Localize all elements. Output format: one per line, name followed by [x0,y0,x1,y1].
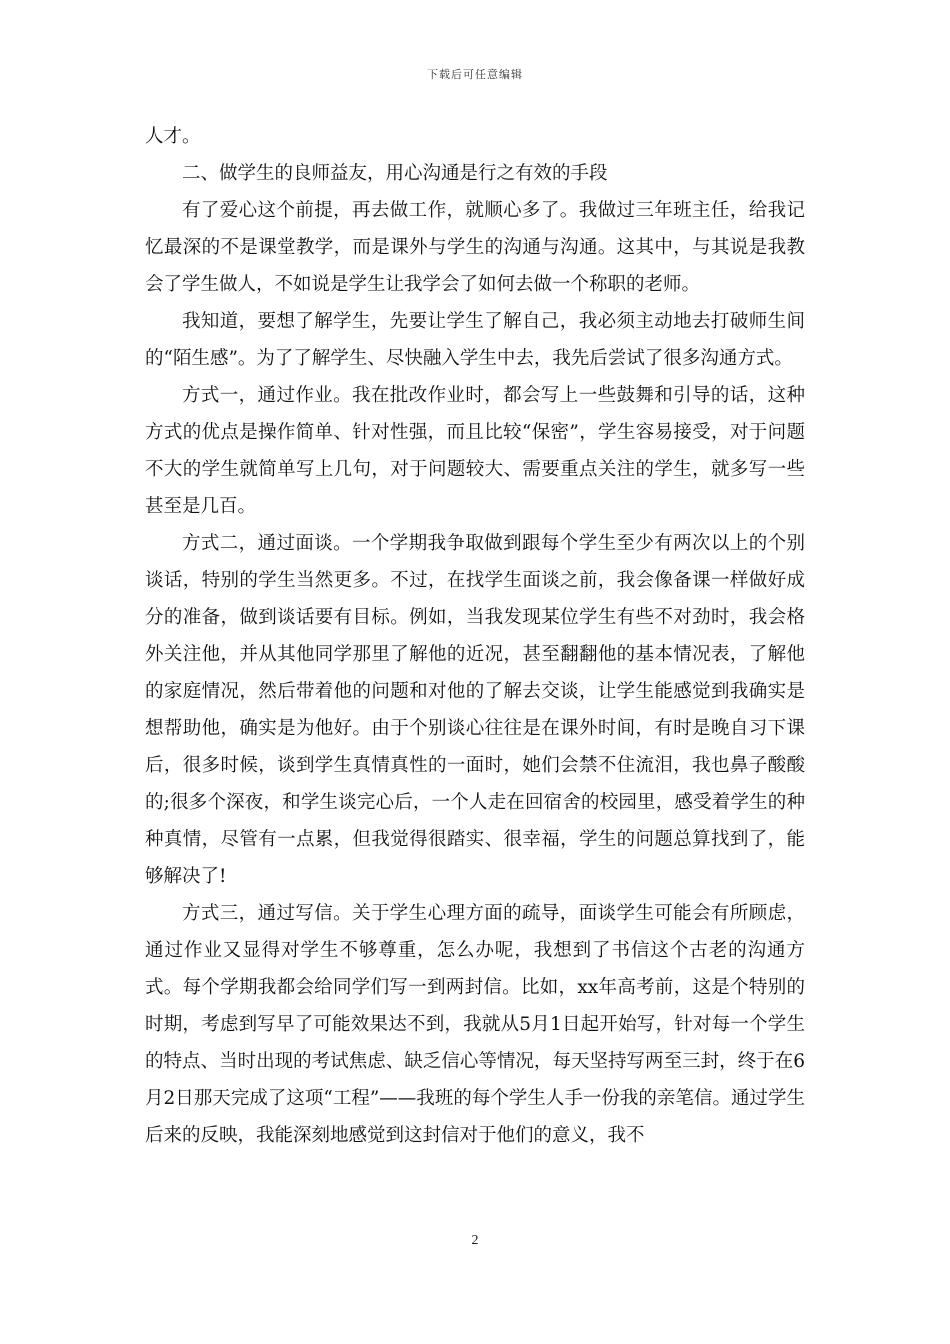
page-number: 2 [471,1233,479,1248]
paragraph: 方式一，通过作业。我在批改作业时，都会写上一些鼓舞和引导的话，这种方式的优点是操作简单、针对性强，而且比较“保密”，学生容易接受，对于问题不大的学生就简单写上几句，对于问题较大、需要重点关注的学生，就多写一些甚至是几百。 [145,385,805,517]
paragraph: 人才。 [145,126,201,147]
page-header: 下载后可任意编辑 [427,68,523,81]
paragraph: 方式三，通过写信。关于学生心理方面的疏导，面谈学生可能会有所顾虑，通过作业又显得对学生不够尊重，怎么办呢，我想到了书信这个古老的沟通方式。每个学期我都会给同学们写一到两封信。比如，xx年高考前，这是个特别的时期，考虑到写早了可能效果达不到，我就从5月1日起开始写，针对每一个学生的特点、当时出现的考试焦虑、缺乏信心等情况，每天坚持写两至三封，终于在6月2日那天完成了这项“工程”——我班的每个学生人手一份我的亲笔信。通过学生后来的反映，我能深刻地感觉到这封信对于他们的意义，我不 [145,903,805,1146]
paragraph: 方式二，通过面谈。一个学期我争取做到跟每个学生至少有两次以上的个别谈话，特别的学生当然更多。不过，在找学生面谈之前，我会像备课一样做好成分的准备，做到谈话要有目标。例如，当我发现某位学生有些不对劲时，我会格外关注他，并从其他同学那里了解他的近况，甚至翻翻他的基本情况表，了解他的家庭情况，然后带着他的问题和对他的了解去交谈，让学生能感觉到我确实是想帮助他，确实是为他好。由于个别谈心往往是在课外时间，有时是晚自习下课后，很多时候，谈到学生真情真性的一面时，她们会禁不住流泪，我也鼻子酸酸的;很多个深夜，和学生谈完心后，一个人走在回宿舍的校园里，感受着学生的种种真情，尽管有一点累，但我觉得很踏实、很幸福，学生的问题总算找到了，能够解决了! [145,533,805,887]
document-body [145,118,805,1154]
paragraph: 有了爱心这个前提，再去做工作，就顺心多了。我做过三年班主任，给我记忆最深的不是课堂教学，而是课外与学生的沟通与沟通。这其中，与其说是我教会了学生做人，不如说是学生让我学会了如何去做一个称职的老师。 [145,200,805,295]
section-heading: 二、做学生的良师益友，用心沟通是行之有效的手段 [182,163,608,184]
paragraph: 我知道，要想了解学生，先要让学生了解自己，我必须主动地去打破师生间的“陌生感”。为了了解学生、尽快融入学生中去，我先后尝试了很多沟通方式。 [145,311,805,369]
